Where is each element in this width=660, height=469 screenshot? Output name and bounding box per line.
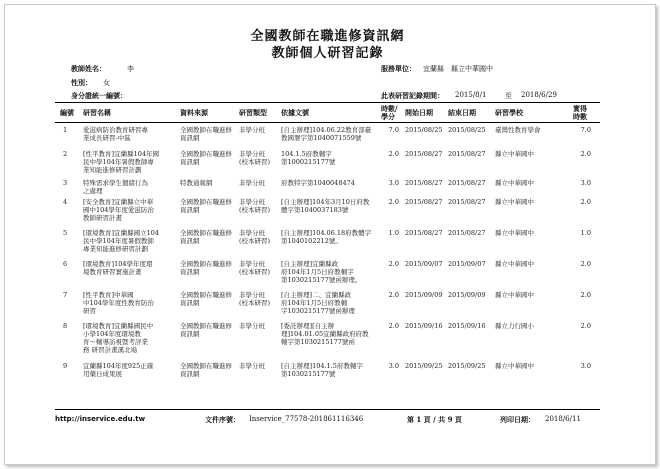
cell-no: 6 xyxy=(63,260,68,268)
cell-doc-line: 第1040102212號。 xyxy=(281,237,342,245)
cell-doc-line: 理]104.01.05宜蘭縣政府府教 xyxy=(281,330,369,338)
cell-name xyxy=(83,291,175,315)
cell-doc-line: 府104年1月5日府教輔 xyxy=(281,299,348,307)
cell-end: 2015/08/27 xyxy=(448,179,486,187)
cell-doc-line: 第1030215177號 xyxy=(281,370,336,378)
cell-name-line: 業成長研習-中區 xyxy=(83,134,131,142)
cell-doc-line: [自主辦理]宜蘭縣政 xyxy=(281,260,339,268)
cell-source xyxy=(180,362,236,378)
cell-doc xyxy=(281,260,379,284)
cell-source-line: 全國教師在職進修 xyxy=(180,150,232,158)
cell-type xyxy=(239,198,279,214)
cell-school: 縣立中華國中 xyxy=(495,179,534,187)
cell-credit: 1.0 xyxy=(580,229,591,237)
cell-end: 2015/08/27 xyxy=(448,198,486,206)
unit-label: 服務單位： xyxy=(381,64,416,73)
cell-source xyxy=(180,126,236,142)
cell-name-line: 專業知能進修研習計劃 xyxy=(83,245,148,253)
cell-name-line: 國中104學年度愛滋防治 xyxy=(83,206,154,214)
cell-doc-line: 體字第1040037183號 xyxy=(281,206,349,214)
id-label: 身分證統一編號： xyxy=(71,91,127,100)
cell-name xyxy=(83,260,175,276)
cell-source xyxy=(180,179,236,187)
cell-doc-line: 第1000215177號 xyxy=(281,158,336,166)
col-header-source: 資料來源 xyxy=(180,108,208,117)
cell-name-line: [環境教育]104學年度環 xyxy=(83,260,153,268)
cell-no: 7 xyxy=(63,291,68,299)
cell-school: 縣立中華國中 xyxy=(495,260,534,268)
cell-credit: 2.0 xyxy=(580,198,591,206)
cell-source-line: 資訊網 xyxy=(180,268,200,276)
cell-credit: 3.0 xyxy=(580,362,591,370)
cell-hours: 2.0 xyxy=(388,291,399,299)
cell-source-line: 全國教師在職進修 xyxy=(180,260,232,268)
cell-name xyxy=(83,179,175,195)
cell-source-line: 資訊網 xyxy=(180,206,200,214)
cell-credit: 2.0 xyxy=(580,322,591,330)
cell-source-line: 全國教師在職進修 xyxy=(180,291,232,299)
cell-type-line: 非學分班 xyxy=(239,150,265,158)
cell-name-line: 務 研習計畫溪北場 xyxy=(83,346,138,354)
cell-source-line: 全國教師在職進修 xyxy=(180,322,232,330)
col-header-hours-line2: 學分 xyxy=(381,112,395,121)
cell-no: 2 xyxy=(63,150,68,158)
cell-source xyxy=(180,260,236,276)
cell-hours: 7.0 xyxy=(388,126,399,134)
cell-type-line: (校本研習) xyxy=(239,237,271,245)
cell-credit: 2.0 xyxy=(580,260,591,268)
cell-end: 2015/08/27 xyxy=(448,150,486,158)
cell-doc-line: 第1030215177號函辦理。 xyxy=(281,276,362,284)
footer-page-indicator: 第 1 頁 / 共 9 頁 xyxy=(407,415,462,424)
cell-source-line: 資訊網 xyxy=(180,158,200,166)
cell-name-line: 民中學104年度暑假教師 xyxy=(83,237,154,245)
cell-no: 9 xyxy=(63,362,68,370)
cell-type-line: 非學分班 xyxy=(239,291,265,299)
col-header-no: 編號 xyxy=(60,108,74,117)
cell-start: 2015/09/09 xyxy=(405,291,443,299)
cell-end: 2015/08/27 xyxy=(448,229,486,237)
cell-hours: 3.0 xyxy=(388,362,399,370)
cell-name-line: 宜蘭縣104年度925正確 xyxy=(83,362,154,370)
range-to: 2018/6/29 xyxy=(521,91,557,99)
cell-source xyxy=(180,322,236,338)
cell-school: 縣立中華國中 xyxy=(495,198,534,206)
cell-type xyxy=(239,150,279,166)
col-header-school: 研習學校 xyxy=(495,108,523,117)
cell-source xyxy=(180,150,236,166)
footer-rule xyxy=(55,409,600,410)
range-separator: 至 xyxy=(505,92,512,100)
cell-end: 2015/09/16 xyxy=(448,322,486,330)
cell-doc-line: [自主辦理]二、宜蘭縣政 xyxy=(281,291,352,299)
gender-value: 女 xyxy=(103,79,110,87)
cell-name xyxy=(83,150,175,174)
document-subtitle: 教師個人研習記錄 xyxy=(271,46,384,61)
col-header-name: 研習名稱 xyxy=(83,108,111,117)
cell-school: 縣立力行國小 xyxy=(495,322,534,330)
cell-type-line: 非學分班 xyxy=(239,126,265,134)
cell-type xyxy=(239,126,279,134)
gender-label: 性別： xyxy=(71,78,92,87)
cell-name-line: 特殊需求學生個緒行為 xyxy=(83,179,148,187)
cell-name xyxy=(83,126,175,142)
cell-hours: 2.0 xyxy=(388,322,399,330)
cell-source-line: 全國教師在職進修 xyxy=(180,362,232,370)
cell-no: 1 xyxy=(63,126,68,134)
cell-end: 2015/09/25 xyxy=(448,362,486,370)
cell-source xyxy=(180,291,236,307)
cell-source-line: 資訊網 xyxy=(180,134,200,142)
cell-hours: 3.0 xyxy=(388,179,399,187)
cell-school: 縣立中華國中 xyxy=(495,291,534,299)
cell-doc-line: [自主辦理]104.1.5府教輔字 xyxy=(281,362,363,370)
name-label: 教師姓名： xyxy=(71,64,106,73)
cell-doc xyxy=(281,198,379,214)
header-top-rule xyxy=(55,102,600,103)
cell-type-line: 非學分班 xyxy=(239,229,265,237)
cell-source-line: 資訊網 xyxy=(180,370,200,378)
cell-name-line: 育～輔導訪視暨考評業 xyxy=(83,338,148,346)
unit-value: 宜蘭縣 縣立中華國中 xyxy=(423,65,493,73)
col-header-doc: 依據文號 xyxy=(281,108,309,117)
cell-type-line: 非學分班 xyxy=(239,179,265,187)
cell-name-line: [環境教育]宜蘭縣國民中 xyxy=(83,322,154,330)
cell-start: 2015/09/16 xyxy=(405,322,443,330)
page-frame xyxy=(4,4,656,465)
cell-name xyxy=(83,229,175,253)
cell-doc xyxy=(281,291,379,315)
header-bottom-rule xyxy=(55,122,600,123)
cell-name-line: [環境教育]宜蘭縣國立104 xyxy=(83,229,159,237)
cell-no: 8 xyxy=(63,322,68,330)
cell-source-line: 全國教師在職進修 xyxy=(180,126,232,134)
cell-type-line: (校本研習) xyxy=(239,268,271,276)
cell-name-line: 用藥日成果展 xyxy=(83,370,122,378)
cell-hours: 2.0 xyxy=(388,260,399,268)
cell-type-line: 非學分班 xyxy=(239,260,265,268)
col-header-hours xyxy=(381,105,398,121)
cell-name-line: 民中學104年暑假教師專 xyxy=(83,158,154,166)
cell-start: 2015/08/27 xyxy=(405,150,443,158)
cell-doc xyxy=(281,362,379,378)
cell-type-line: (校本研習) xyxy=(239,206,271,214)
cell-doc xyxy=(281,229,379,245)
cell-no: 4 xyxy=(63,198,68,206)
cell-doc-line: 府教特字第1040048474 xyxy=(281,179,355,187)
cell-type-line: 非學分班 xyxy=(239,198,265,206)
cell-source-line: 資訊網 xyxy=(180,299,200,307)
cell-no: 5 xyxy=(63,229,68,237)
cell-doc-line: [自主辦理]104年3月10日府教 xyxy=(281,198,370,206)
cell-hours: 2.0 xyxy=(388,150,399,158)
cell-doc-line: 字1030215177號函辦理 xyxy=(281,307,355,315)
footer-serial-label: 文件序號： xyxy=(205,415,240,424)
cell-source-line: 特教通報網 xyxy=(180,179,213,187)
cell-credit: 7.0 xyxy=(580,126,591,134)
cell-type-line: (校本研習) xyxy=(239,299,271,307)
cell-end: 2015/09/07 xyxy=(448,260,486,268)
document-title: 全國教師在職進修資訊網 xyxy=(250,29,405,44)
cell-type xyxy=(239,260,279,276)
col-header-hours-line1: 時數/ xyxy=(381,104,398,113)
cell-name-line: [安全教育]宜蘭縣立中華 xyxy=(83,198,154,206)
cell-start: 2015/08/27 xyxy=(405,179,443,187)
cell-end: 2015/08/25 xyxy=(448,126,486,134)
cell-school: 縣立中華國中 xyxy=(495,362,534,370)
cell-doc-line: 府104年1月5日府教輔字 xyxy=(281,268,354,276)
cell-doc-line: [自主辦理]104.06.18府教體字 xyxy=(281,229,372,237)
cell-name xyxy=(83,362,175,378)
cell-credit: 2.0 xyxy=(580,150,591,158)
cell-type-line: (校本研習) xyxy=(239,158,271,166)
cell-credit: 2.0 xyxy=(580,291,591,299)
cell-name-line: 業知能進修研習計劃 xyxy=(83,166,142,174)
cell-school: 縣立中華國中 xyxy=(495,229,534,237)
cell-name-line: 境教育研習實施計畫 xyxy=(83,268,142,276)
cell-type-line: 非學分班 xyxy=(239,322,265,330)
cell-doc-line: 教國署字第1040071559號 xyxy=(281,134,362,142)
cell-hours: 2.0 xyxy=(388,198,399,206)
range-from: 2015/8/1 xyxy=(455,91,487,99)
cell-name xyxy=(83,322,175,354)
range-label: 此表研習記錄期間： xyxy=(381,91,444,100)
cell-type xyxy=(239,291,279,307)
cell-start: 2015/09/25 xyxy=(405,362,443,370)
cell-doc-line: [委託辦理][自主辦 xyxy=(281,322,335,330)
cell-source-line: 全國教師在職進修 xyxy=(180,198,232,206)
cell-start: 2015/08/27 xyxy=(405,198,443,206)
cell-doc xyxy=(281,179,379,187)
name-value: 李 xyxy=(127,65,134,73)
document-page xyxy=(55,25,600,430)
cell-name xyxy=(83,198,175,222)
col-header-start: 開始日期 xyxy=(405,108,433,117)
cell-doc-line: 輔字第1030215177號函 xyxy=(281,338,355,346)
col-header-credit-line1: 實得 xyxy=(573,104,587,113)
cell-doc-line: [自主辦理]104.06.22教育部臺 xyxy=(281,126,372,134)
cell-source xyxy=(180,229,236,245)
cell-type xyxy=(239,229,279,245)
cell-type xyxy=(239,322,279,330)
cell-end: 2015/09/09 xyxy=(448,291,486,299)
cell-name-line: 中104學年度性教育防治 xyxy=(83,299,154,307)
cell-name-line: 研習 xyxy=(83,307,96,315)
cell-hours: 1.0 xyxy=(388,229,399,237)
cell-start: 2015/08/25 xyxy=(405,126,443,134)
cell-type xyxy=(239,179,279,187)
cell-source xyxy=(180,198,236,214)
cell-doc xyxy=(281,126,379,142)
cell-name-line: 愛滋病防治教育研習專 xyxy=(83,126,148,134)
cell-school: 臺灣性教育學會 xyxy=(495,126,541,134)
cell-credit: 3.0 xyxy=(580,179,591,187)
cell-type-line: 非學分班 xyxy=(239,362,265,370)
cell-source-line: 資訊網 xyxy=(180,237,200,245)
col-header-credit xyxy=(573,105,587,121)
cell-doc-line: 104.1.5府教輔字 xyxy=(281,150,332,158)
footer-print-label: 列印日期： xyxy=(500,415,535,424)
cell-start: 2015/08/27 xyxy=(405,229,443,237)
cell-start: 2015/09/07 xyxy=(405,260,443,268)
footer-site-url: http://inservice.edu.tw xyxy=(55,415,146,423)
cell-name-line: 小學104年度環境教 xyxy=(83,330,141,338)
cell-no: 3 xyxy=(63,179,68,187)
cell-name-line: [性平教育]中華國 xyxy=(83,291,134,299)
cell-name-line: 教師研習計畫 xyxy=(83,214,122,222)
cell-name-line: 之處理 xyxy=(83,187,103,195)
cell-type xyxy=(239,362,279,370)
col-header-end: 結束日期 xyxy=(448,108,476,117)
col-header-type: 研習類型 xyxy=(239,108,267,117)
cell-doc xyxy=(281,322,379,346)
cell-school: 縣立中華國中 xyxy=(495,150,534,158)
cell-doc xyxy=(281,150,379,166)
cell-source-line: 全國教師在職進修 xyxy=(180,229,232,237)
cell-source-line: 資訊網 xyxy=(180,330,200,338)
footer-serial-value: Inservice_77578-201861116346 xyxy=(249,415,364,423)
col-header-credit-line2: 時數 xyxy=(573,112,587,121)
footer-print-date: 2018/6/11 xyxy=(545,415,581,423)
cell-name-line: [性平教育]宜蘭縣104年國 xyxy=(83,150,159,158)
